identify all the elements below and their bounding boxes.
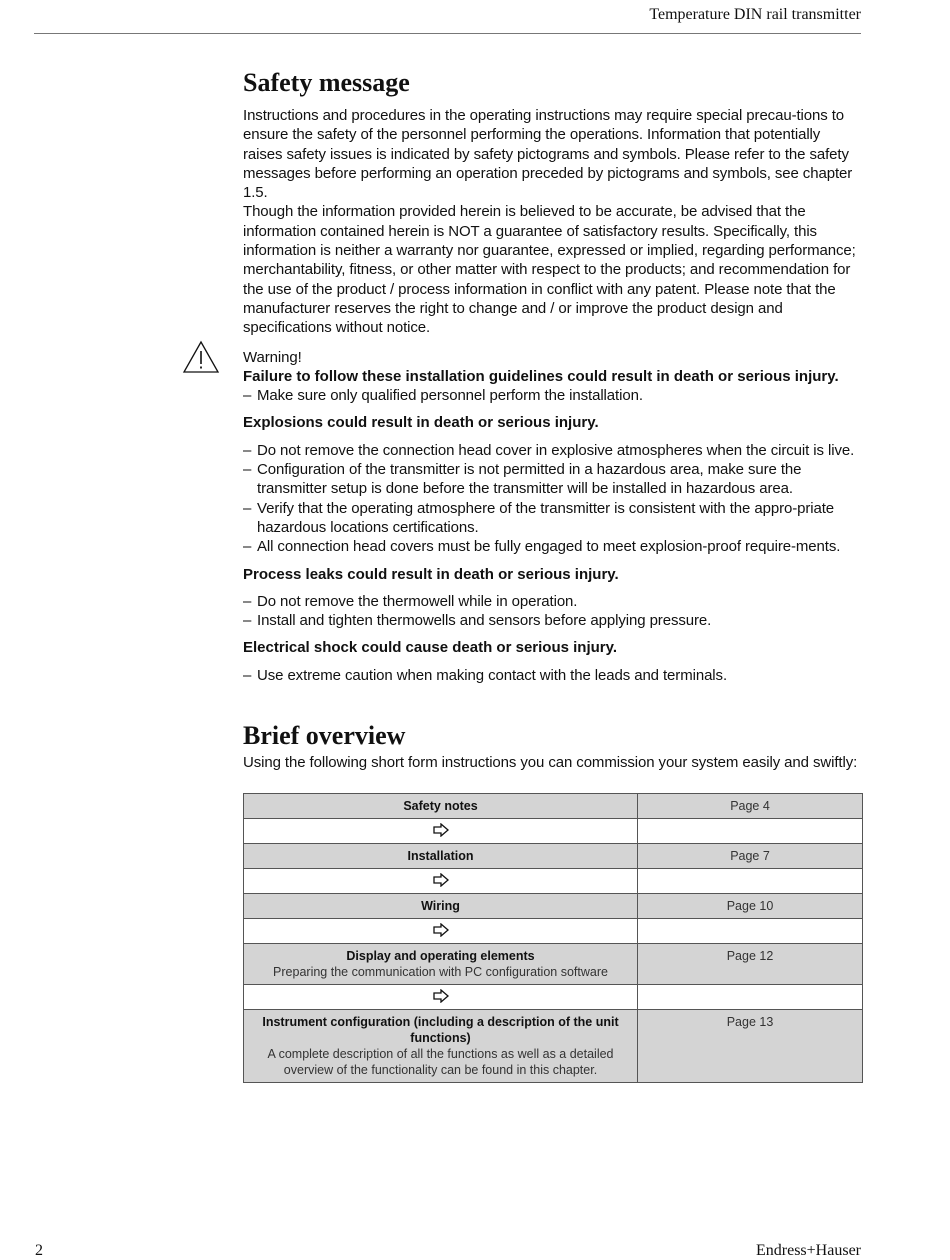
warning-group-heading: Process leaks could result in death or serious injury. (243, 565, 619, 583)
table-row (244, 894, 863, 919)
warning-group-heading: Explosions could result in death or serious injury. (243, 414, 599, 432)
table-row (244, 944, 863, 985)
table-row (244, 794, 863, 819)
page-reference: Page 7 (730, 849, 770, 864)
step-cell (244, 794, 638, 819)
table-row (244, 985, 863, 1010)
warning-list-item: – Do not remove the thermowell while in operation. (243, 592, 862, 611)
arrow-cell (244, 985, 638, 1010)
brief-overview-title: Brief overview (243, 721, 406, 751)
step-title: Instrument configuration (including a description of the unit functions) (262, 1015, 619, 1046)
page-reference: Page 12 (726, 949, 774, 964)
table-row (244, 844, 863, 869)
warning-triangle-icon (182, 340, 220, 374)
safety-paragraph-2: Though the information provided herein is believed to be accurate, be advised that the information contained herein is NOT a guarantee of satisfactory results. Specifically, this information is neither a warranty nor guarantee, expressed or implied, regarding performance; merchantability, fitness, or other matter with respect to the products; and recommendation for the use of the product / process information in conflict with any patent. Please note that the manufacturer reserves the right to change and / or improve the product design and specifications without notice. (243, 203, 856, 337)
right-arrow-icon (433, 873, 449, 887)
step-title: Wiring (421, 899, 460, 914)
step-cell (244, 894, 638, 919)
empty-cell (638, 985, 863, 1010)
page-content (243, 66, 862, 1083)
arrow-cell (244, 919, 638, 944)
page-cell (638, 894, 863, 919)
right-arrow-icon (433, 989, 449, 1003)
step-cell (244, 1010, 638, 1083)
table-row (244, 1010, 863, 1083)
warning-list-item: – Verify that the operating atmosphere of the transmitter is consistent with the appro-priate hazardous locations certifications. (243, 499, 862, 538)
safety-paragraph-1: Instructions and procedures in the operating instructions may require special precau-tions to ensure the safety of the personnel performing the operations. Information that potentially raises safety issues is indicated by safety pictograms and symbols. Please refer to the safety messages before performing an operation preceded by pictograms and symbols, see chapter 1.5. (243, 107, 853, 202)
page-cell (638, 844, 863, 869)
table-row (244, 819, 863, 844)
page-cell (638, 944, 863, 985)
step-description: A complete description of all the functions as well as a detailed overview of the functionality can be found in this chapter. (267, 1047, 614, 1078)
overview-intro: Using the following short form instructions you can commission your system easily and swiftly: (243, 754, 858, 772)
step-description: Preparing the communication with PC configuration software (273, 965, 608, 980)
page-reference: Page 10 (726, 899, 774, 914)
arrow-cell (244, 819, 638, 844)
step-title: Display and operating elements (346, 949, 535, 964)
table-row (244, 919, 863, 944)
empty-cell (638, 919, 863, 944)
warning-list (243, 441, 862, 557)
warning-group-heading: Failure to follow these installation guidelines could result in death or serious injury. (243, 367, 839, 385)
warning-list-item: – Use extreme caution when making contact with the leads and terminals. (243, 666, 862, 685)
page-number: 2 (35, 1242, 43, 1259)
warning-list-item: – Configuration of the transmitter is not permitted in a hazardous area, make sure the transmitter setup is done before the transmitter will be installed in hazardous area. (243, 460, 862, 499)
page-cell (638, 1010, 863, 1083)
page-reference: Page 13 (726, 1015, 774, 1030)
warning-list-item: – Do not remove the connection head cover in explosive atmospheres when the circuit is live. (243, 441, 862, 460)
header-rule (34, 33, 861, 34)
empty-cell (638, 819, 863, 844)
running-header-title: Temperature DIN rail transmitter (649, 6, 861, 23)
step-cell (244, 844, 638, 869)
safety-message-title: Safety message (243, 68, 410, 97)
page-reference: Page 4 (730, 799, 770, 814)
warning-list (243, 592, 862, 631)
step-title: Installation (407, 849, 474, 864)
warning-list-item: – Make sure only qualified personnel perform the installation. (243, 386, 862, 405)
warning-list-item: – All connection head covers must be fully engaged to meet explosion-proof require-ments. (243, 537, 862, 556)
table-row (244, 869, 863, 894)
step-title: Safety notes (403, 799, 478, 814)
right-arrow-icon (433, 923, 449, 937)
page-cell (638, 794, 863, 819)
arrow-cell (244, 869, 638, 894)
brand-name: Endress+Hauser (756, 1242, 861, 1259)
right-arrow-icon (433, 823, 449, 837)
warning-group-heading: Electrical shock could cause death or serious injury. (243, 639, 618, 657)
overview-steps-table (243, 793, 863, 1083)
step-cell (244, 944, 638, 985)
warning-list-item: – Install and tighten thermowells and sensors before applying pressure. (243, 611, 862, 630)
empty-cell (638, 869, 863, 894)
warning-block (243, 348, 862, 685)
warning-list (243, 666, 862, 685)
warning-label: Warning! (243, 348, 302, 366)
warning-list (243, 386, 862, 405)
